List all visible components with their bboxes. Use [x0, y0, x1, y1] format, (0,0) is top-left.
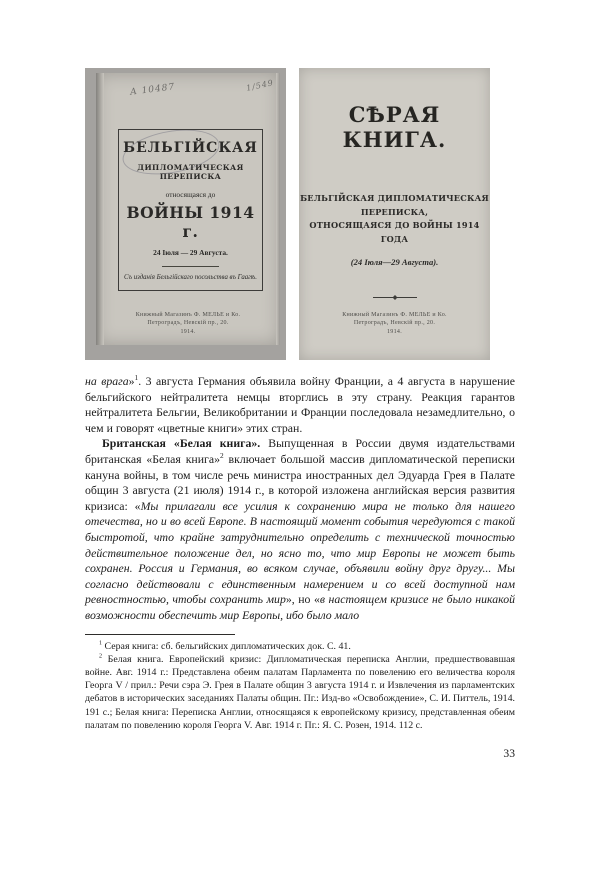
grey-book-cover	[299, 68, 490, 360]
page-number: 33	[503, 746, 515, 760]
publisher-address: Петроградъ, Невскій пр., 20.	[353, 320, 436, 326]
footnote-1: $^1$ Серая книга: сб. бельгийских дипломатических док. С. 41.	[99, 640, 351, 652]
publisher-address: Петроградъ, Невскій пр., 20.	[147, 320, 229, 326]
body-paragraph-2: Британская «Белая книга». Выпущенная в России двумя издательствами британская «Белая книга»$^2$ включает большой массив дипломатической переписки кануна войны, в том числе речь министра иностранных дел Эдуарда Грея в Палате общин 3 августа (21 июля) 1914 г., в которой изложена английская версия развития кризиса: «Мы прилагали все усилия к сохранению мира не только для нашего отечества, но и во всей Европе. В настоящий момент события чередуются с такой быстротой, что крайне затруднительно определить с технической точностью действительное положение дел, но ясно то, что мир Европы не может быть сохранен. Россия и Германия, во всяком случае, объявили войну друг другу... Мы согласно действовали с единственным намерением и со всей доступной нам ревностностью, чтобы сохранить мир», но «в настоящем кризисе не было никакой возможности обеспечить мир Европы, ибо было мало	[85, 436, 516, 622]
cover-edition-note: Съ изданія Бельгійскаго посольства въ Гаагѣ.	[123, 274, 258, 281]
footnotes	[85, 640, 515, 732]
cover-subtitle: ДИПЛОМАТИЧЕСКАЯ ПЕРЕПИСКА	[137, 163, 244, 181]
publisher-year: 1914.	[180, 328, 196, 335]
cover-subtitle-block	[299, 192, 490, 246]
cover-rule	[162, 266, 220, 267]
publisher-block	[299, 311, 490, 337]
publisher-block	[96, 311, 280, 337]
cover-subtitle-line: ОТНОСЯЩАЯСЯ ДО ВОЙНЫ 1914 ГОДА	[309, 220, 480, 244]
cover-dates: 24 Іюля — 29 Августа.	[153, 248, 228, 257]
ornament-rule	[373, 297, 417, 298]
cover-title: БЕЛЬГІЙСКАЯ	[123, 140, 258, 156]
cover-dates: (24 Іюля—29 Августа).	[350, 257, 439, 267]
cover-subtitle-line: БЕЛЬГІЙСКАЯ ДИПЛОМАТИЧЕСКАЯ ПЕРЕПИСКА,	[300, 193, 489, 217]
cover-war-title: ВОЙНЫ 1914 г.	[126, 203, 255, 241]
book-fore-edge	[276, 73, 280, 345]
publisher-name: Книжный Магазинъ Ф. МЕЛЬЕ и Ко.	[342, 311, 447, 318]
publisher-year: 1914.	[387, 328, 402, 335]
book-spine-shadow	[96, 73, 104, 345]
belgian-book-cover	[96, 73, 280, 345]
footnote-separator	[85, 634, 235, 635]
figure-belgian-cover-photo	[85, 68, 286, 360]
cover-relating-line: относящаяся до	[165, 190, 216, 199]
body-text	[85, 374, 515, 624]
cover-title-frame	[118, 129, 263, 291]
publisher-name: Книжный Магазинъ Ф. МЕЛЬЕ и Ко.	[135, 311, 241, 318]
handwritten-mark: А 10487	[129, 82, 176, 98]
footnote-2: $^2$ Белая книга. Европейский кризис: Дипломатическая переписка Англии, предшествовавшая войне. Авг. 1914 г.: Представлена обеим палатам Парламента по повелению его величества короля Георга V / прил.: Речи сэра Э. Грея в Палате общин 3 августа 1914 г. и Извлечения из парламентских дебатов в исторических заседаниях Палаты общин. Пг.: Изд-во «Освобождение», С. И. Питтель, 1914. 191 с.; Белая книга: Переписка Англии, относящаяся к европейскому кризису, представленная обеим палатам по повелению короля Георга V. Авг. 1914 г. Пг.: Я. С. Розен, 1914. 112 с.	[85, 653, 515, 731]
figure-grey-book-cover-photo	[299, 68, 490, 360]
body-paragraph-1: на врага»$^1$. 3 августа Германия объявила войну Франции, а 4 августа в нарушение бельгийского нейтралитета немцы вторглись в эту страну. Реакция гарантов нейтралитета Бельгии, Великобритании и Франции последовала незамедлительно, о чем и говорят «цветные книги» этих стран.	[85, 373, 515, 435]
handwritten-mark: 1/549	[245, 78, 275, 93]
figures-row	[85, 68, 515, 360]
cover-title: СѢРАЯ КНИГА.	[342, 102, 447, 152]
